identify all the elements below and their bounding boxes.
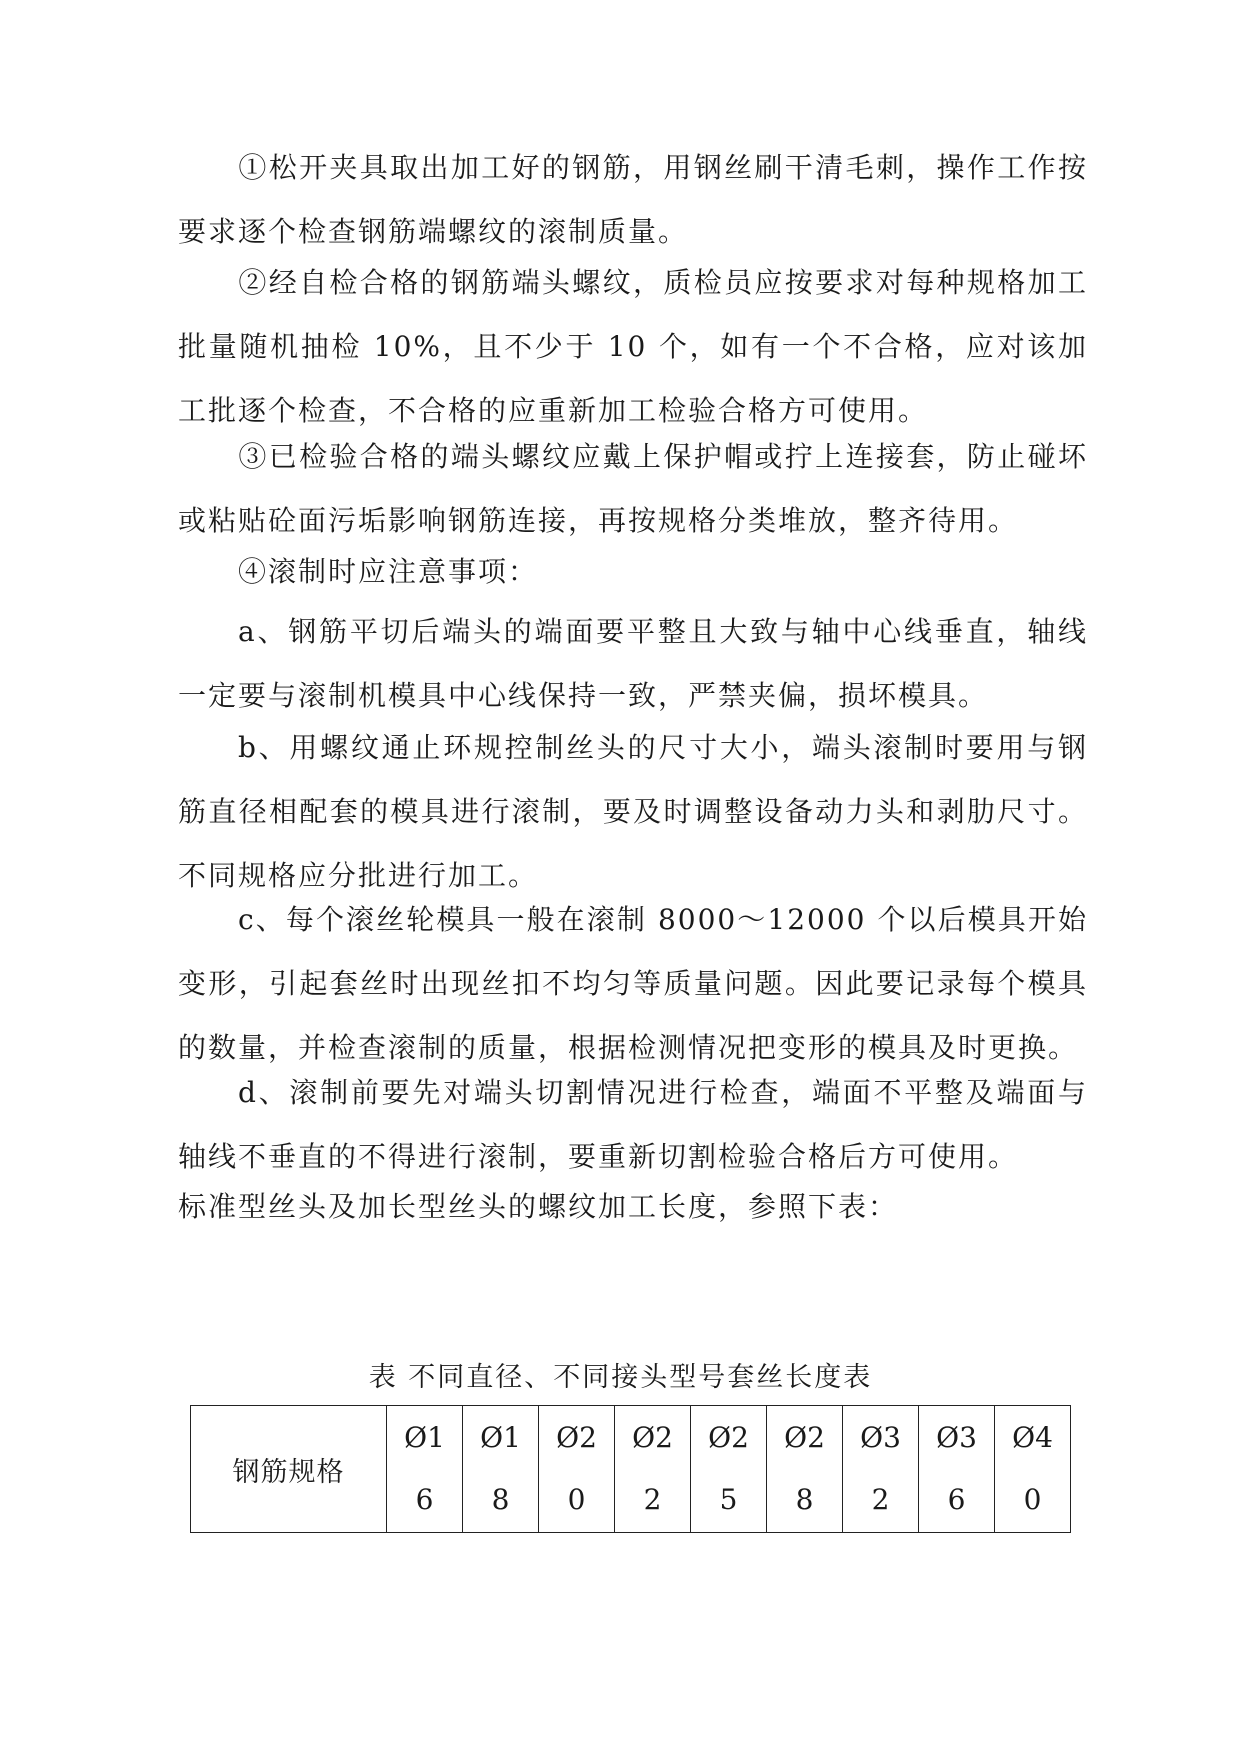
paragraph-4: [178, 540, 1088, 604]
paragraph-6: [178, 716, 1088, 908]
paragraph-2-text: ②经自检合格的钢筋端头螺纹，质检员应按要求对每种规格加工批量随机抽检 10%，且不少于 10 个，如有一个不合格，应对该加工批逐个检查，不合格的应重新加工检验合格方可使用。: [178, 266, 1088, 427]
diameter-cell: Ø4 0: [995, 1406, 1071, 1533]
thread-length-table: [190, 1405, 1071, 1533]
paragraph-5-text: a、钢筋平切后端头的端面要平整且大致与轴中心线垂直，轴线一定要与滚制机模具中心线保持一致，严禁夹偏，损坏模具。: [178, 615, 1088, 712]
paragraph-3-text: ③已检验合格的端头螺纹应戴上保护帽或拧上连接套，防止碰坏或粘贴砼面污垢影响钢筋连接，再按规格分类堆放，整齐待用。: [178, 440, 1088, 537]
paragraph-8-text: d、滚制前要先对端头切割情况进行检查，端面不平整及端面与轴线不垂直的不得进行滚制，要重新切割检验合格后方可使用。: [178, 1076, 1088, 1173]
paragraph-5: [178, 600, 1088, 728]
paragraph-1-text: ①松开夹具取出加工好的钢筋，用钢丝刷干清毛刺，操作工作按要求逐个检查钢筋端螺纹的滚制质量。: [178, 151, 1088, 248]
paragraph-6-text: b、用螺纹通止环规控制丝头的尺寸大小，端头滚制时要用与钢筋直径相配套的模具进行滚制，要及时调整设备动力头和剥肋尺寸。不同规格应分批进行加工。: [178, 731, 1088, 892]
diameter-cell: Ø2 8: [767, 1406, 843, 1533]
paragraph-4-text: ④滚制时应注意事项：: [238, 555, 539, 588]
diameter-cell: Ø1 8: [463, 1406, 539, 1533]
diameter-cell: Ø2 0: [539, 1406, 615, 1533]
diameter-cell: Ø2 5: [691, 1406, 767, 1533]
diameter-cell: Ø3 2: [843, 1406, 919, 1533]
table-caption: 表 不同直径、不同接头型号套丝长度表: [368, 1362, 873, 1393]
paragraph-2: [178, 251, 1088, 443]
diameter-cell: Ø2 2: [615, 1406, 691, 1533]
paragraph-7: [178, 888, 1088, 1080]
paragraph-3: [178, 425, 1088, 553]
paragraph-9-text: 标准型丝头及加长型丝头的螺纹加工长度，参照下表：: [178, 1190, 899, 1223]
diameter-cell: Ø1 6: [387, 1406, 463, 1533]
paragraph-1: [178, 136, 1088, 264]
diameter-cell: Ø3 6: [919, 1406, 995, 1533]
paragraph-8: [178, 1061, 1088, 1189]
row-header-rebar-spec: 钢筋规格: [191, 1406, 387, 1533]
table-row: [191, 1406, 1071, 1533]
paragraph-7-text: c、每个滚丝轮模具一般在滚制 8000～12000 个以后模具开始变形，引起套丝时出现丝扣不均匀等质量问题。因此要记录每个模具的数量，并检查滚制的质量，根据检测情况把变形的模具及时更换。: [178, 903, 1088, 1064]
paragraph-9: [178, 1175, 1088, 1239]
